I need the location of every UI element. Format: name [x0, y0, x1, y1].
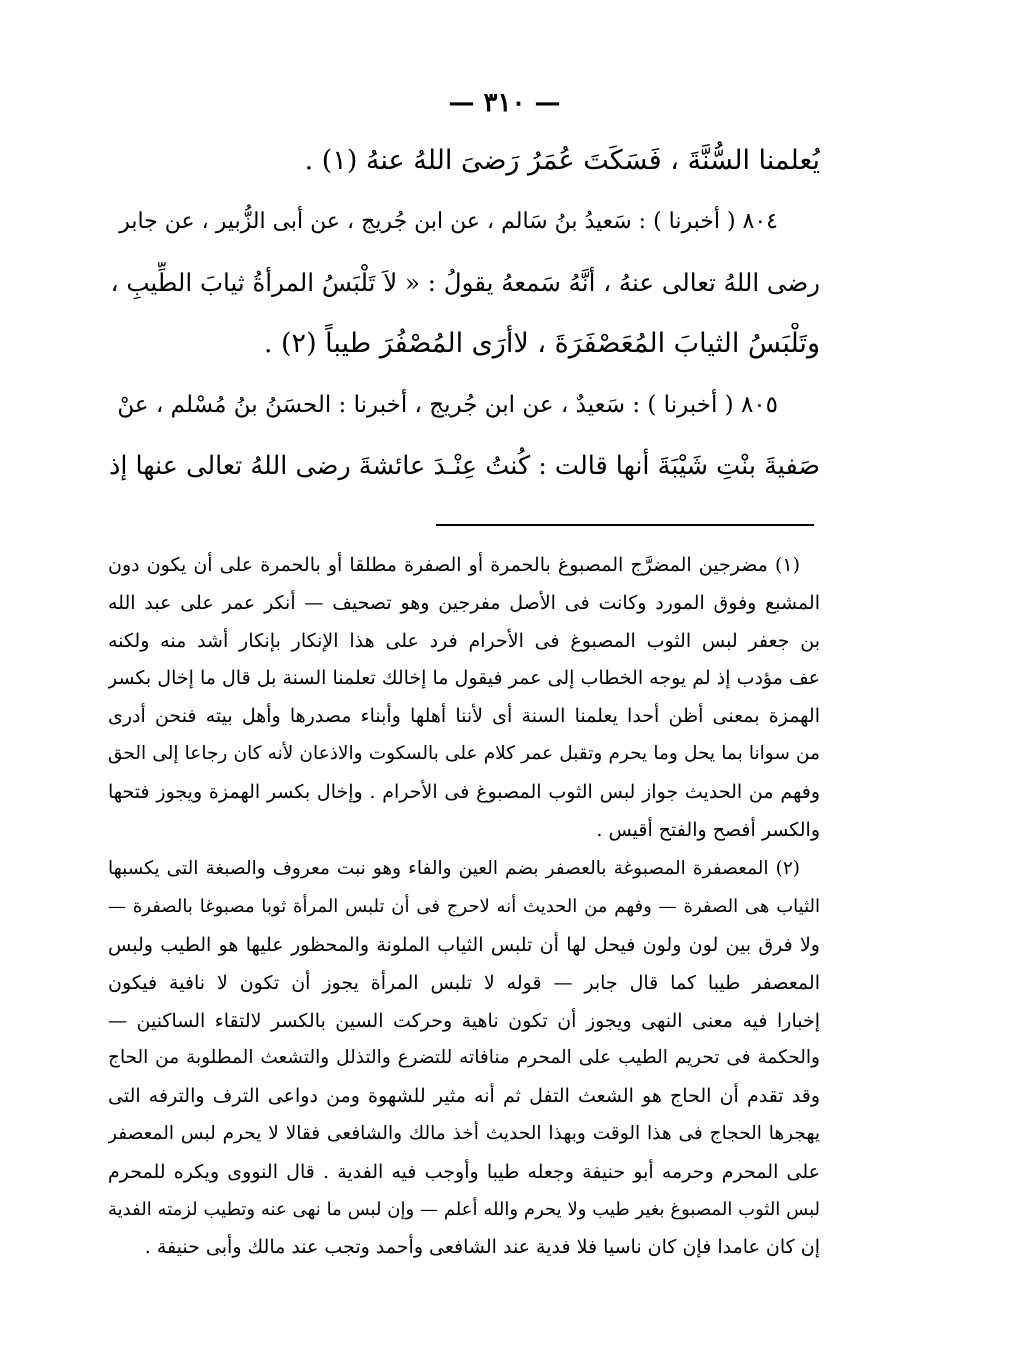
footnote-line: على المحرم وحرمه أبو حنيفة وجعله طيبا وأوجب فيه الفدية . قال النووى ويكره للمحرم: [108, 1160, 820, 1183]
footnote-line: بن جعفر لبس الثوب المصبوغ فى الأحرام فرد على هذا الإنكار بإنكار أشد منه ولكنه: [108, 629, 820, 652]
footnote-line: المشبع وفوق المورد وكانت فى الأصل مفرجين وهو تصحيف — أنكر عمر على عبد الله: [108, 591, 820, 614]
footnote-line: والكسر أفصح والفتح أقيس .: [596, 818, 820, 841]
main-text-line: ٨٠٤ ( أخبرنا ) : سَعيدُ بنُ سَالم ، عن ابن جُريج ، عن أبى الزُّبير ، عن جابر: [119, 209, 778, 234]
main-text-line: صَفيةَ بنْتِ شَيْبَةَ أنها قالت : كُنتُ عِنْـدَ عائشةَ رضى اللهُ تعالى عنها إذ: [108, 451, 820, 481]
main-text: [108, 140, 820, 506]
footnote-line: (٢) المعصفرة المصبوغة بالعصفر بضم العين والفاء وهو نبت معروف والصبغة التى يكسبها: [108, 858, 800, 880]
footnote-line: لبس الثوب المصبوغ بغير طيب ولا يحرم والله أعلم — وإن لبس ما نهى عنه وتطيب لزمته الفدية: [108, 1198, 820, 1220]
footnote-line: إخبارا فيه معنى النهى ويجوز أن تكون ناهية وحركت السين بالكسر لالتقاء الساكنين —: [108, 1009, 820, 1032]
footnotes: [108, 552, 820, 1272]
footnote-line: يهجرها الحجاج فى هذا الوقت وبهذا الحديث أخذ مالك والشافعى فقالا لا يحرم لبس المعصفر: [108, 1122, 820, 1144]
footnote-2: [108, 856, 820, 1260]
main-text-line: رضى اللهُ تعالى عنهُ ، أنَّهُ سَمعهُ يقولُ : « لاَ تَلْبَسُ المرأةُ ثيابَ الطِّيبِ ،: [110, 268, 820, 297]
footnote-line: عف مؤدب إذ لم يوجه الخطاب إلى عمر فيقول ما إخالك تعلمنا السنة بل قال ما إخال بكسر: [108, 667, 820, 690]
footnote-line: والحكمة فى تحريم الطيب على المحرم منافاته للتضرع والتذلل والتشعث المطلوبة من الحاج: [108, 1047, 820, 1069]
footnote-line: (١) مضرجين المضرَّج المصبوغ بالحمرة أو الصفرة مطلقا أو بالحمرة على أن يكون دون: [108, 554, 800, 576]
footnote-divider: [436, 524, 814, 526]
footnote-line: الثياب هى الصفرة — وفهم من الحديث أنه لاحرج فى أن تلبس المرأة ثوبا مصبوغا بالصفرة —: [108, 896, 820, 918]
footnote-1: [108, 552, 820, 843]
page-number: — ٣١٠ —: [448, 88, 561, 118]
main-text-line: وتَلْبَسُ الثيابَ المُعَصْفَرَةَ ، لاأرَى المُصْفُرَ طيباً (٢) .: [263, 328, 820, 359]
footnote-line: ولا فرق بين لون ولون فيحل لها أن تلبس الثياب الملونة والمحظور عليها هو الطيب ولبس: [108, 933, 820, 956]
footnote-line: إن كان عامدا فإن كان ناسيا فلا فدية عند الشافعى وأحمد وتجب عند مالك وأبى حنيفة .: [144, 1236, 820, 1259]
main-text-line: ٨٠٥ ( أخبرنا ) : سَعيدٌ ، عن ابن جُريج ، أخبرنا : الحسَنُ بنُ مُسْلم ، عنْ: [117, 392, 778, 418]
footnote-line: الهمزة بمعنى أظن أحدا يعلمنا السنة أى لأننا أهلها وأبناء مصدرها وأهل بيته فنحن أدرى: [108, 705, 820, 728]
footnote-line: من سوانا بما يحل وما يحرم وتقبل عمر كلام على بالسكوت والاذعان لأنه كان رجاعا إلى الحق: [108, 742, 820, 764]
footnote-line: وقد تقدم أن الحاج هو الشعث التفل ثم أنه مثير للشهوة ومن دواعى الترف والترفه التى: [108, 1085, 820, 1108]
main-text-line: يُعلمنا السُّنَّةَ ، فَسَكَتَ عُمَرُ رَضىَ اللهُ عنهُ (١) .: [304, 145, 820, 176]
footnote-line: وفهم من الحديث جواز لبس الثوب المصبوغ فى الأحرام . وإخال بكسر الهمزة ويجوز فتحها: [108, 780, 820, 803]
footnote-line: المعصفر طيبا كما قال جابر — قوله لا تلبس المرأة يجوز أن تكون لا نافية فيكون: [108, 971, 820, 994]
